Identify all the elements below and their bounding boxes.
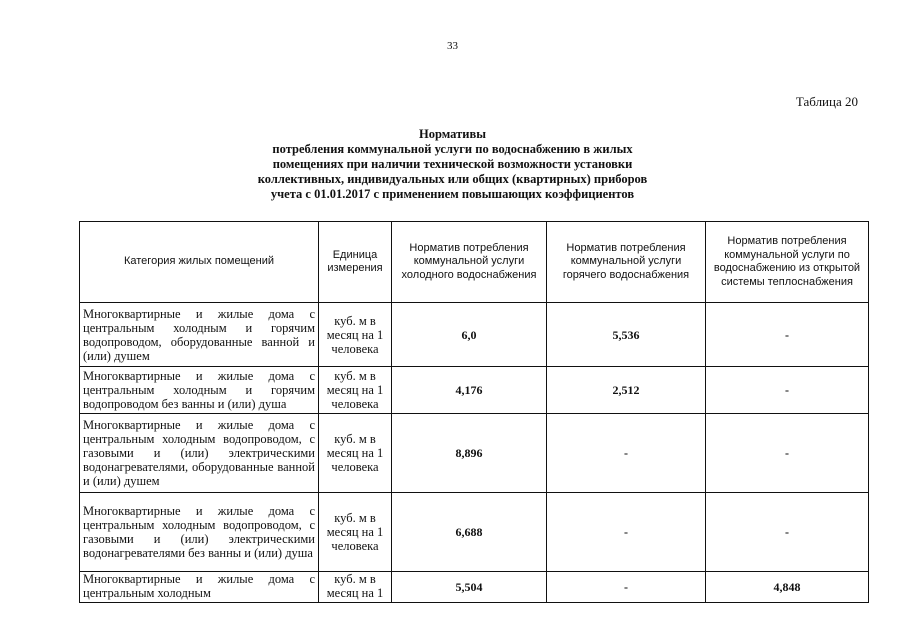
header-unit: Единица измерения	[319, 222, 392, 303]
hot-water-value: -	[547, 493, 706, 572]
norms-table	[79, 221, 869, 603]
table-label: Таблица 20	[795, 94, 858, 109]
table-row	[80, 303, 869, 367]
hot-water-value: 2,512	[547, 367, 706, 414]
cold-water-value: 8,896	[392, 414, 547, 493]
category-cell: Многоквартирные и жилые дома с центральным холодным и горячим водопроводом, оборудованные ванной и (или) душем	[80, 303, 319, 367]
cold-water-value: 4,176	[392, 367, 547, 414]
page-number: 33	[447, 40, 458, 52]
hot-water-value: -	[547, 414, 706, 493]
header-cold-water: Норматив потребления коммунальной услуги холодного водоснабжения	[392, 222, 547, 303]
unit-cell: куб. м в месяц на 1 человека	[319, 303, 392, 367]
cold-water-value: 6,688	[392, 493, 547, 572]
open-system-value: -	[706, 414, 869, 493]
open-system-value: -	[706, 493, 869, 572]
category-cell: Многоквартирные и жилые дома с центральным холодным	[80, 572, 319, 603]
table-row	[80, 367, 869, 414]
heading-line: помещениях при наличии технической возможности установки	[272, 157, 633, 171]
cold-water-value: 6,0	[392, 303, 547, 367]
header-category: Категория жилых помещений	[80, 222, 319, 303]
open-system-value: -	[706, 367, 869, 414]
table-header-row	[80, 222, 869, 303]
header-hot-water: Норматив потребления коммунальной услуги горячего водоснабжения	[547, 222, 706, 303]
heading-line: коллективных, индивидуальных или общих (квартирных) приборов	[257, 172, 648, 186]
open-system-value: -	[706, 303, 869, 367]
heading-line: Нормативы	[419, 127, 486, 141]
category-cell: Многоквартирные и жилые дома с центральным холодным водопроводом, с газовыми и (или) электрическими водонагревателями, оборудованные ванной и (или) душем	[80, 414, 319, 493]
unit-cell: куб. м в месяц на 1 человека	[319, 367, 392, 414]
heading-line: учета с 01.01.2017 с применением повышающих коэффициентов	[270, 187, 635, 201]
unit-cell: куб. м в месяц на 1 человека	[319, 414, 392, 493]
open-system-value: 4,848	[706, 572, 869, 603]
unit-cell: куб. м в месяц на 1	[319, 572, 392, 603]
table-row	[80, 414, 869, 493]
category-cell: Многоквартирные и жилые дома с центральным холодным водопроводом, с газовыми и (или) электрическими водонагревателями без ванны и (или) душа	[80, 493, 319, 572]
hot-water-value: 5,536	[547, 303, 706, 367]
header-open-system: Норматив потребления коммунальной услуги по водоснабжению из открытой системы теплоснабжения	[706, 222, 869, 303]
cold-water-value: 5,504	[392, 572, 547, 603]
table-heading	[180, 127, 725, 202]
heading-line: потребления коммунальной услуги по водоснабжению в жилых	[272, 142, 633, 156]
hot-water-value: -	[547, 572, 706, 603]
category-cell: Многоквартирные и жилые дома с центральным холодным и горячим водопроводом без ванны и (или) душа	[80, 367, 319, 414]
table-row	[80, 493, 869, 572]
table-row	[80, 572, 869, 603]
unit-cell: куб. м в месяц на 1 человека	[319, 493, 392, 572]
